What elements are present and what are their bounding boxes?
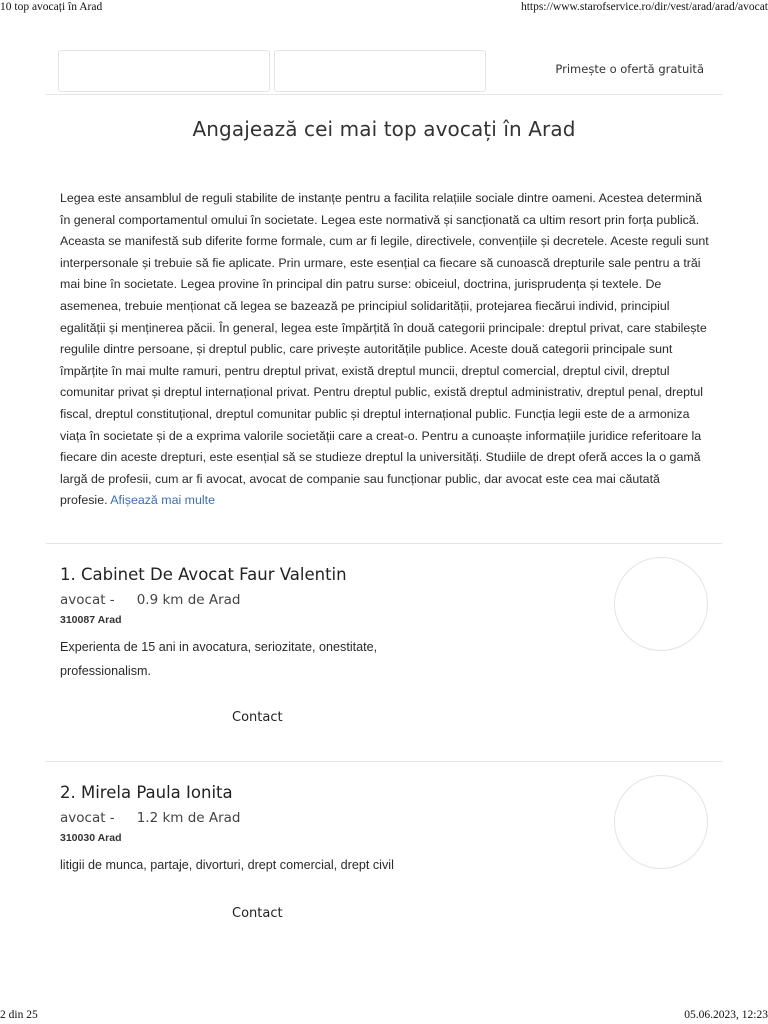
listing-name[interactable]: 1. Cabinet De Avocat Faur Valentin <box>60 565 347 584</box>
listing-location: 310087 Arad <box>60 614 122 626</box>
listing-meta <box>60 592 241 608</box>
listing-location: 310030 Arad <box>60 832 122 844</box>
listing-distance: 1.2 km de Arad <box>136 810 241 826</box>
print-datetime: 05.06.2023, 12:23 <box>684 1009 768 1021</box>
service-search-input[interactable] <box>58 50 270 92</box>
print-header <box>0 0 768 16</box>
intro-text <box>60 188 710 512</box>
print-page-title: 10 top avocați în Arad <box>0 1 103 13</box>
page-title: Angajează cei mai top avocați în Arad <box>192 117 576 141</box>
avatar[interactable] <box>614 775 708 869</box>
section-divider <box>46 761 722 762</box>
free-offer-link[interactable]: Primește o ofertă gratuită <box>555 62 704 76</box>
search-bar <box>46 50 722 95</box>
avatar[interactable] <box>614 557 708 651</box>
show-more-link[interactable]: Afișează mai multe <box>110 493 215 508</box>
listing-category: avocat - <box>60 592 115 608</box>
print-footer <box>0 1008 768 1024</box>
listing-name[interactable]: 2. Mirela Paula Ionita <box>60 783 233 802</box>
listing-category: avocat - <box>60 810 115 826</box>
listing-distance: 0.9 km de Arad <box>136 592 241 608</box>
listing-description: Experienta de 15 ani in avocatura, seriozitate, onestitate, professionalism. <box>60 640 378 678</box>
print-page-number: 2 din 25 <box>0 1009 38 1021</box>
section-divider <box>46 543 722 544</box>
listing-description: litigii de munca, partaje, divorturi, drept comercial, drept civil <box>60 858 394 872</box>
print-url: https://www.starofservice.ro/dir/vest/arad/arad/avocat <box>520 1 768 13</box>
contact-button[interactable]: Contact <box>232 710 283 725</box>
intro-body: Legea este ansamblul de reguli stabilite de instanțe pentru a facilita relațiile sociale dintre oameni. Acestea determină în general comportamentul omului în societate. Legea este normativă și sancționată ca ultim resort prin forța publică. Aceasta se manifestă sub diferite forme formale, cum ar fi legile, directivele, convențiile și decretele. Aceste reguli sunt interpersonale și trebuie să fie aplicate. Prin urmare, este esențial ca fiecare să cunoască drepturile sale pentru a trăi mai bine în societate. Legea provine în principal din patru surse: obiceiul, doctrina, jurisprudența și textele. De asemenea, trebuie menționat că legea se bazează pe principiul solidarității, protejarea fiecărui individ, principiul egalității și menținerea păcii. În general, legea este împărțită în două categorii principale: dreptul privat, care stabilește regulile dintre persoane, și dreptul public, care privește autoritățile publice. Aceste două categorii principale sunt împărțite în mai multe ramuri, pentru dreptul privat, există dreptul muncii, dreptul comercial, dreptul civil, dreptul comunitar privat și dreptul internațional privat. Pentru dreptul public, există dreptul administrativ, dreptul penal, dreptul fiscal, dreptul constituțional, dreptul comunitar public și dreptul internațional public. Funcția legii este de a armoniza viața în societate și de a exprima valorile societății care a creat-o. Pentru a cunoaște informațiile juridice referitoare la fiecare din aceste drepturi, este esențial să se studieze dreptul la universități. Studiile de drept oferă acces la o gamă largă de profesii, cum ar fi avocat, avocat de companie sau funcționar public, dar avocat este cea mai căutată profesie. <box>60 191 709 508</box>
listing-meta <box>60 810 241 826</box>
location-search-input[interactable] <box>274 50 486 92</box>
contact-button[interactable]: Contact <box>232 906 283 921</box>
